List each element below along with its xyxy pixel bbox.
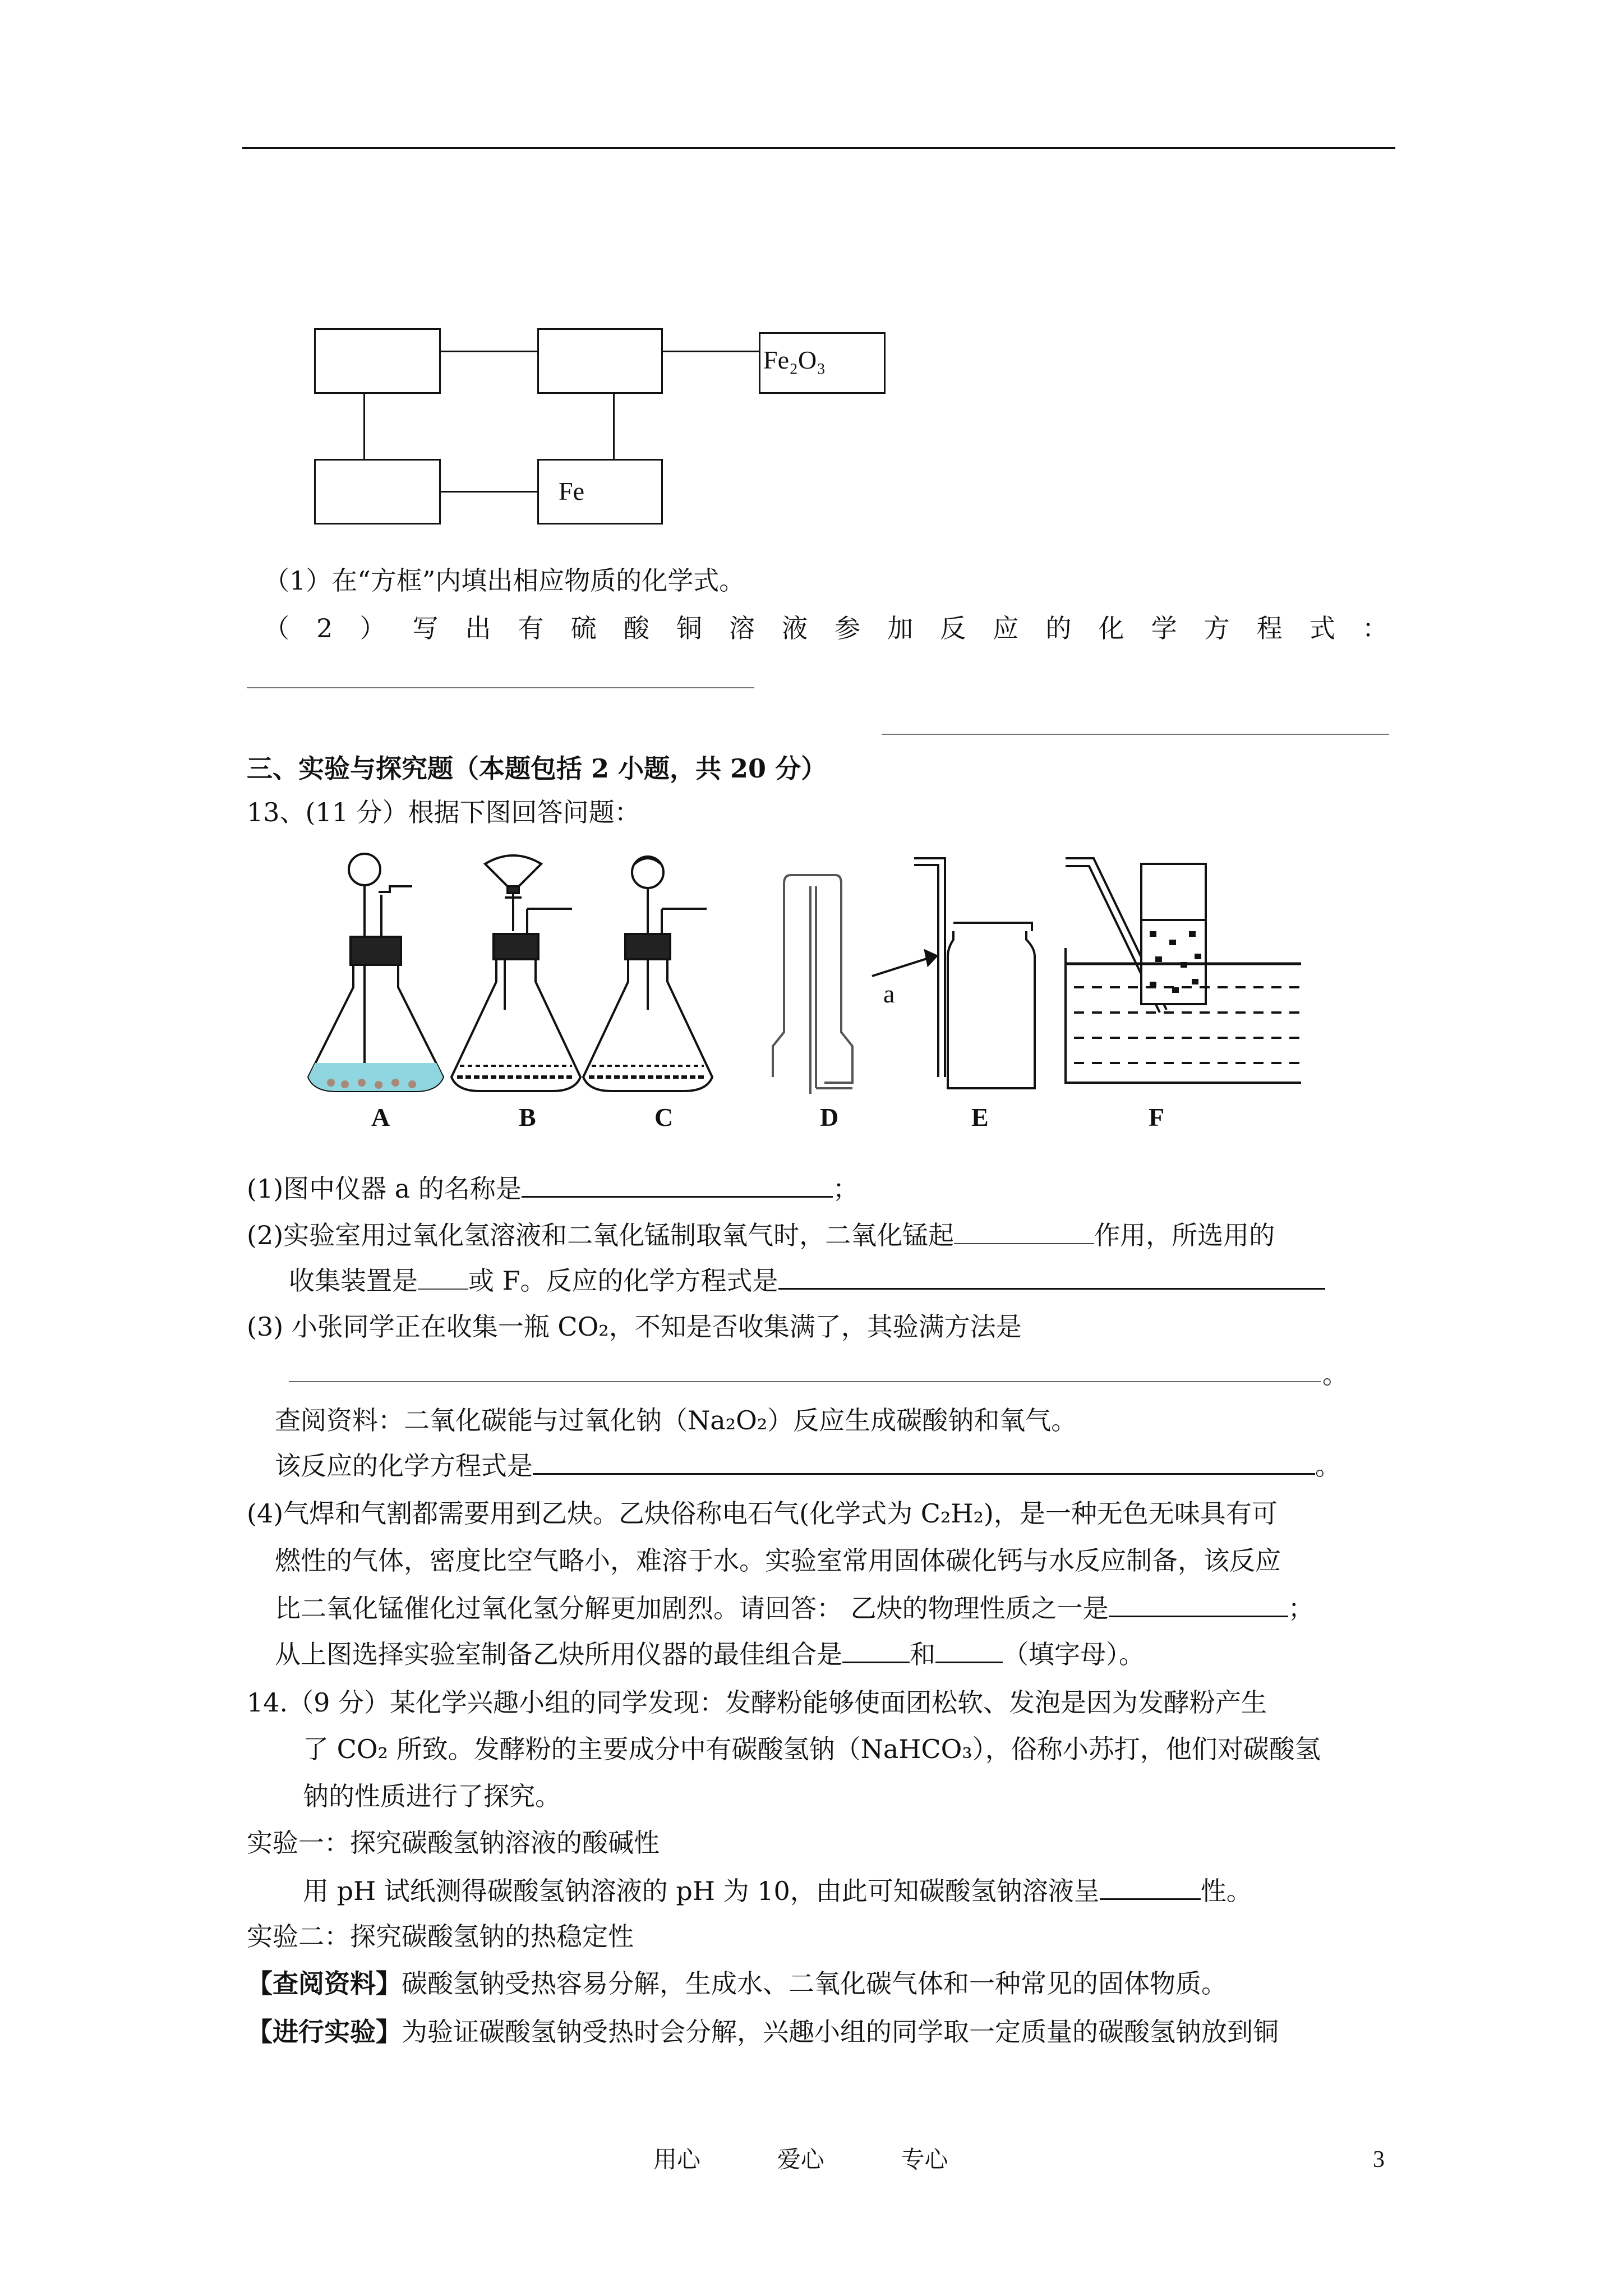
apparatus-label-f: F (1149, 1103, 1165, 1131)
answer-blank-na2o2-equation[interactable] (533, 1448, 1315, 1475)
apparatus-b (451, 855, 580, 1091)
q13-reference: 查阅资料：二氧化碳能与过氧化钠（Na₂O₂）反应生成碳酸钠和氧气。 (275, 1405, 1077, 1435)
q14-reference (247, 1967, 1227, 2000)
q13-part4-line2: 燃性的气体，密度比空气略小，难溶于水。实验室常用固体碳化钙与水反应制备，该反应 (275, 1545, 1281, 1576)
q12-part2-char: ： (1362, 613, 1388, 643)
fe2o3-box (759, 332, 886, 394)
q14-exp1-body-text: 用 pH 试纸测得碳酸氢钠溶液的 pH 为 10，由此可知碳酸氢钠溶液呈 (303, 1876, 1100, 1906)
q12-part2-char: 应 (993, 613, 1019, 643)
q13-part2-equation-text: 或 F。反应的化学方程式是 (468, 1266, 778, 1296)
q12-part2-char: 的 (1045, 613, 1072, 643)
q14-line1: 14.（9 分）某化学兴趣小组的同学发现：发酵粉能够使面团松软、发泡是因为发酵粉产生 (247, 1687, 1267, 1718)
apparatus-label-a: A (371, 1103, 390, 1131)
apparatus-label-c: C (654, 1103, 674, 1131)
q13-part3: (3) 小张同学正在收集一瓶 CO₂，不知是否收集满了，其验满方法是 (247, 1312, 1022, 1342)
q13-part2-text: (2)实验室用过氧化氢溶液和二氧化锰制取氧气时，二氧化锰起 (247, 1220, 955, 1250)
answer-blank-instrument-name[interactable] (522, 1171, 833, 1198)
q12-part2-char: 铜 (676, 613, 702, 643)
q14-experiment-tag: 【进行实验】 (247, 2017, 402, 2047)
q13-part2-collect-text: 收集装置是 (289, 1266, 418, 1296)
q12-part2-char: 2 (316, 613, 333, 643)
empty-box-top-left[interactable] (314, 328, 441, 394)
apparatus-f (1066, 858, 1301, 1083)
q12-part2-char: 式 (1309, 613, 1335, 643)
q13-stem: 13、(11 分）根据下图回答问题： (247, 797, 640, 827)
q12-part1: （1）在“方框”内填出相应物质的化学式。 (264, 565, 745, 596)
q12-part2-char: 学 (1151, 613, 1177, 643)
q12-part2-char: 加 (887, 613, 914, 643)
q13-part4-line4 (275, 1637, 1145, 1671)
connector-line (613, 393, 615, 460)
q12-part2-char: 反 (940, 613, 966, 643)
q14-experiment (247, 2015, 1279, 2049)
empty-box-top-middle[interactable] (537, 328, 663, 394)
section-3-heading: 三、实验与探究题（本题包括 2 小题，共 20 分） (247, 753, 827, 784)
answer-blank-co2-full-check[interactable] (289, 1381, 1321, 1382)
footer-slogan-3: 专心 (901, 2146, 948, 2173)
apparatus-label-e: E (971, 1103, 989, 1131)
answer-blank-mno2-role[interactable] (954, 1218, 1094, 1244)
apparatus-d (773, 875, 852, 1094)
q13-part4-line4-text: 从上图选择实验室制备乙炔所用仪器的最佳组合是 (275, 1639, 842, 1669)
apparatus-a (308, 854, 443, 1091)
q12-part2-char: 有 (518, 613, 544, 643)
q13-part4-line3-end: ； (1288, 1593, 1314, 1623)
q13-part2-line1 (247, 1218, 1275, 1252)
q13-part1 (247, 1171, 859, 1205)
answer-blank-equation-1[interactable] (247, 687, 754, 688)
answer-blank-collection-device[interactable] (418, 1264, 468, 1290)
q12-part2-char: 液 (782, 613, 808, 643)
header-rule (242, 147, 1395, 149)
apparatus-label-b: B (519, 1103, 536, 1131)
q13-part1-text: (1)图中仪器 a 的名称是 (247, 1174, 522, 1204)
fe-label: Fe (559, 477, 584, 505)
q14-reference-tag: 【查阅资料】 (247, 1968, 402, 1999)
footer-slogan-2: 爱心 (777, 2146, 824, 2173)
empty-box-bottom-left[interactable] (314, 459, 441, 524)
instrument-a-label: a (883, 979, 895, 1008)
q14-exp1-title: 实验一：探究碳酸氢钠溶液的酸碱性 (247, 1828, 660, 1858)
q14-experiment-body: 为验证碳酸氢钠受热时会分解，兴趣小组的同学取一定质量的碳酸氢钠放到铜 (402, 2017, 1279, 2047)
q14-exp1-body (303, 1874, 1252, 1908)
q14-exp2-title: 实验二：探究碳酸氢钠的热稳定性 (247, 1921, 634, 1952)
q12-part2-char: 程 (1256, 613, 1283, 643)
q12-part2-char: 酸 (623, 613, 649, 643)
q12-part2-char: 方 (1204, 613, 1230, 643)
footer-slogan (653, 2143, 948, 2177)
q13-part4-line3 (275, 1591, 1314, 1625)
q13-part2-line2 (289, 1263, 1325, 1297)
q14-line2: 了 CO₂ 所致。发酵粉的主要成分中有碳酸氢钠（NaHCO₃），俗称小苏打，他们对碳酸氢 (303, 1734, 1321, 1764)
q13-part4-line4-end: （填字母）。 (1003, 1639, 1145, 1669)
answer-blank-o2-equation[interactable] (778, 1263, 1325, 1290)
q13-na2o2-equation-text: 该反应的化学方程式是 (275, 1451, 533, 1481)
q13-na2o2-equation-end: 。 (1315, 1451, 1341, 1481)
answer-blank-physical-property[interactable] (1109, 1591, 1288, 1617)
apparatus-e (872, 858, 1035, 1088)
q12-part2-char: 参 (834, 613, 861, 643)
q12-part2 (264, 611, 1388, 645)
q13-part4-line4-and: 和 (910, 1639, 935, 1669)
connector-line (662, 351, 760, 352)
q13-part3-end: 。 (1322, 1359, 1348, 1389)
connector-line (440, 351, 538, 352)
q13-na2o2-equation (275, 1448, 1341, 1483)
q12-part2-char: 写 (412, 613, 439, 643)
q14-line3: 钠的性质进行了探究。 (303, 1781, 561, 1811)
footer-slogan-1: 用心 (653, 2146, 701, 2173)
answer-blank-apparatus-1[interactable] (842, 1637, 910, 1663)
q12-part2-char: 溶 (728, 613, 755, 643)
answer-blank-acidity[interactable] (1100, 1874, 1201, 1900)
fe-box (537, 459, 663, 524)
q13-part4-line3-text: 比二氧化锰催化过氧化氢分解更加剧烈。请回答： 乙炔的物理性质之一是 (275, 1593, 1109, 1623)
apparatus-label-d: D (820, 1103, 839, 1131)
apparatus-c (583, 857, 712, 1091)
q12-part2-char: 化 (1098, 613, 1124, 643)
q13-part2-text-end: 作用，所选用的 (1094, 1220, 1275, 1250)
q12-part2-char: 硫 (570, 613, 597, 643)
q12-part2-char: （ (264, 613, 289, 643)
q14-reference-body: 碳酸氢钠受热容易分解，生成水、二氧化碳气体和一种常见的固体物质。 (402, 1968, 1227, 1999)
connector-line (440, 491, 538, 493)
q13-part1-end: ； (832, 1174, 859, 1204)
q12-part2-char: 出 (465, 613, 491, 643)
answer-blank-equation-2[interactable] (882, 734, 1389, 735)
page-number: 3 (1373, 2147, 1385, 2173)
q14-exp1-body-end: 性。 (1200, 1876, 1252, 1906)
connector-line (363, 393, 365, 460)
q13-part4-line1: (4)气焊和气割都需要用到乙炔。乙炔俗称电石气(化学式为 C₂H₂)，是一种无色无味具有可 (247, 1498, 1278, 1529)
q12-part2-char: ） (359, 613, 386, 643)
fe2o3-label: Fe₂O₃ (763, 346, 826, 374)
answer-blank-apparatus-2[interactable] (935, 1637, 1003, 1663)
